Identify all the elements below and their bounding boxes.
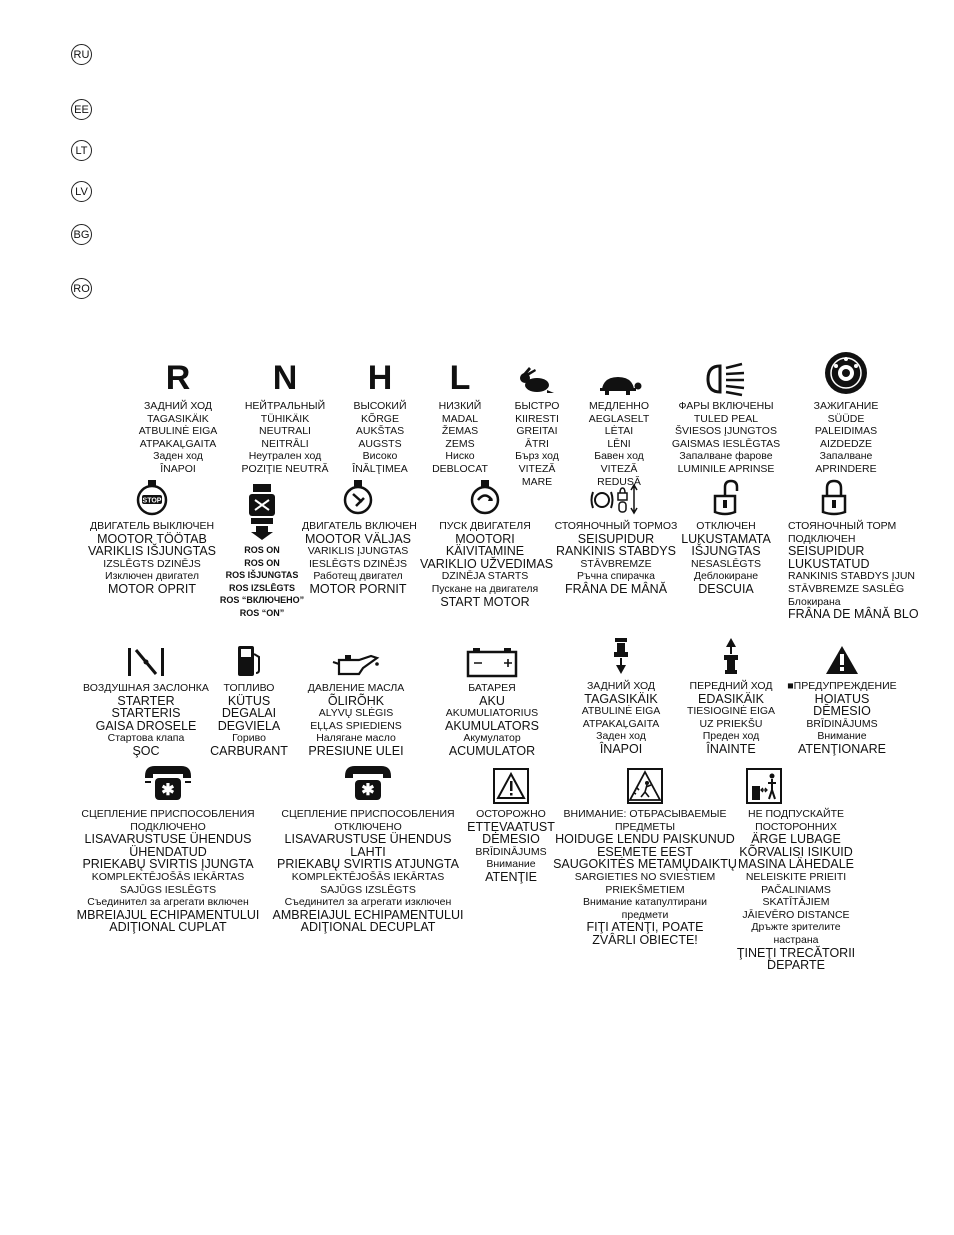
label-line: LISAVARUSTUSE ÜHENDUS xyxy=(84,832,252,847)
unlocked-icon xyxy=(678,478,774,516)
label-line: DEBLOCAT xyxy=(432,462,488,475)
label-line: Налягане масло xyxy=(316,732,396,745)
label-line: ADIŢIONAL DECUPLAT xyxy=(300,920,436,935)
svg-text:STOP: STOP xyxy=(142,497,162,505)
ros-icon xyxy=(212,478,312,540)
label-line: TAGASIKÄIK xyxy=(147,412,209,425)
label-brake-locked xyxy=(772,520,919,622)
label-line: AIZDEDZE xyxy=(820,437,872,450)
label-line: БЫСТРО xyxy=(514,400,560,412)
label-line: СТОЯНОЧНЫЙ ТОРМОЗ xyxy=(554,520,678,532)
label-slow xyxy=(576,400,662,488)
label-choke xyxy=(78,682,214,758)
label-line: BRĪDINĀJUMS xyxy=(475,845,547,858)
label-line: Съединител за агрегати включен xyxy=(87,896,249,909)
label-line: Заден ход xyxy=(596,730,646,743)
label-line: Високо xyxy=(362,450,398,463)
label-line: KÜTUS xyxy=(227,693,271,708)
reverse-tractor-icon xyxy=(566,632,676,676)
label-line: PRESIUNE ULEI xyxy=(308,743,404,758)
label-line: Ръчна спирачка xyxy=(577,570,655,583)
label-line: ZVÂRLI OBIECTE! xyxy=(592,932,698,947)
label-line: LAHTI xyxy=(350,844,386,859)
label-line: VITEZĂ xyxy=(518,462,556,475)
label-line: Неутрален ход xyxy=(248,450,322,463)
label-line: KOMPLEKTĒJOŠĀS IEKĀRTAS xyxy=(291,870,445,883)
symbol-parking-brake xyxy=(548,475,684,596)
label-line: ACUMULATOR xyxy=(448,743,536,758)
label-parking-brake xyxy=(548,520,684,596)
label-line: MBREIAJUL ECHIPAMENTULUI xyxy=(76,907,260,922)
label-line: Внимание катапултирани xyxy=(583,896,707,909)
label-line: AEGLASELT xyxy=(588,412,650,425)
label-line: FRÂNA DE MÂNĂ BLO xyxy=(788,607,919,622)
label-line: FRÂNA DE MÂNĂ xyxy=(564,581,668,596)
symbol-lights xyxy=(664,358,788,476)
label-line: KÄIVITAMINE xyxy=(445,544,525,559)
label-line: ЗАДНИЙ ХОД xyxy=(143,400,213,412)
label-line: Деблокиране xyxy=(693,570,759,583)
label-line: ФАРЫ ВКЛЮЧЕНЫ xyxy=(678,400,774,412)
label-line: ATPAKAĻGAITA xyxy=(582,717,660,730)
label-line: ŢINEŢI TRECĂTORII xyxy=(736,945,856,960)
label-line: MOOTOR VÄLJAS xyxy=(304,531,412,546)
label-line: Работещ двигател xyxy=(313,570,403,583)
oil-can-icon xyxy=(294,640,418,678)
label-engine-on xyxy=(302,520,417,596)
symbol-slow xyxy=(576,358,662,488)
label-reverse xyxy=(128,400,228,476)
svg-text:✱: ✱ xyxy=(161,782,175,799)
label-line: SEISUPIDUR xyxy=(577,531,655,546)
label-line: ATBULINĖ EIGA xyxy=(581,705,661,718)
label-line: LUMINILE APRINSE xyxy=(677,462,775,475)
label-ros-on xyxy=(212,544,312,620)
label-line: Дръжте зрителите xyxy=(751,921,841,934)
symbol-choke xyxy=(78,640,214,758)
label-line: FIŢI ATENŢI, POATE xyxy=(586,920,704,935)
label-line: ■ПРЕДУПРЕЖДЕНИЕ xyxy=(787,680,897,692)
warning-triangle-icon xyxy=(784,632,900,676)
label-line: ОСТОРОЖНО xyxy=(476,808,546,820)
label-line: NELEISKITE PRIEITI xyxy=(745,870,847,883)
label-line: STĀVBREMZE SASLĒG xyxy=(788,582,905,595)
label-line: Запалване фарове xyxy=(679,450,773,463)
label-line: KÕRVALISI ISIKUID xyxy=(739,844,853,859)
label-line: ЗАЖИГАНИЕ xyxy=(813,400,879,412)
label-line: REDUSĂ xyxy=(597,475,641,488)
label-line: TAGASIKÄIK xyxy=(584,691,658,706)
label-line: Запалване xyxy=(819,450,873,463)
symbol-brake-locked xyxy=(772,478,919,622)
label-line: PRIEKŠMETIEM xyxy=(605,883,685,896)
label-line: ВОЗДУШНАЯ ЗАСЛОНКА xyxy=(83,682,209,694)
language-marker-lt: LT xyxy=(71,140,92,161)
label-line: ROS ON xyxy=(244,545,280,555)
label-line: LĒNI xyxy=(607,437,631,450)
label-line: SÜÜDE xyxy=(827,412,865,425)
label-line: TULED PEAL xyxy=(693,412,759,425)
label-line: ATENŢIONARE xyxy=(798,741,886,756)
label-fast xyxy=(500,400,574,488)
label-line: ZEMS xyxy=(445,437,475,450)
label-line: AKU xyxy=(479,693,505,708)
label-line: IESLĒGTS DZINĒJS xyxy=(308,557,408,570)
label-line: ÕLIRÕHK xyxy=(327,693,385,708)
label-line: ВНИМАНИЕ: ОТБРАСЫВАЕМЫЕ xyxy=(563,808,727,820)
label-line: ПОДКЛЮЧЕНО xyxy=(130,820,206,833)
symbol-engine-start xyxy=(420,478,554,609)
symbol-battery xyxy=(432,640,552,758)
label-line: UZ PRIEKŠU xyxy=(699,717,763,730)
label-line: MARE xyxy=(521,475,553,488)
label-line: DEGVIELA xyxy=(217,718,281,733)
label-line: предмети xyxy=(621,908,669,921)
label-line: ŠVIESOS ĮJUNGTOS xyxy=(675,425,777,438)
label-line: НЕЙТРАЛЬНЫЙ xyxy=(244,400,326,412)
label-line: HOIATUS xyxy=(814,691,870,706)
label-line: ПЕРЕДНИЙ ХОД xyxy=(689,680,773,692)
symbol-low xyxy=(422,358,498,476)
neutral-letter: N xyxy=(272,359,298,397)
label-line: ЗАДНИЙ ХОД xyxy=(586,680,656,692)
label-line: ROS ON xyxy=(244,557,280,568)
label-line: Преден ход xyxy=(702,730,760,743)
label-line: Бърз ход xyxy=(515,450,559,463)
caution-sign-icon xyxy=(456,760,566,804)
label-line: SAJŪGS IZSLĒGTS xyxy=(320,883,416,896)
label-line: Пускане на двигателя xyxy=(431,582,539,595)
label-line: Внимание xyxy=(817,730,867,743)
label-line: DĖMESIO xyxy=(482,832,540,847)
language-marker-ee: EE xyxy=(71,99,92,120)
battery-icon xyxy=(432,640,552,678)
clutch-engaged-icon xyxy=(62,760,274,804)
symbol-oil xyxy=(294,640,418,758)
label-line: CARBURANT xyxy=(210,743,288,758)
label-line: EĻĻAS SPIEDIENS xyxy=(310,719,402,732)
label-line: KÕRGE xyxy=(361,412,399,425)
language-marker-lv: LV xyxy=(71,181,92,202)
label-line: Блокирана xyxy=(788,595,841,608)
symbol-high xyxy=(340,358,420,476)
locked-icon xyxy=(772,478,896,516)
svg-text:✱: ✱ xyxy=(361,782,375,799)
thrown-objects-icon xyxy=(552,760,738,804)
label-line: ÜHENDATUD xyxy=(129,844,207,859)
label-line: ОТКЛЮЧЕН xyxy=(696,520,756,532)
label-line: DĒMESIO xyxy=(813,704,871,719)
label-line: TIESIOGINĖ EIGA xyxy=(686,705,776,718)
label-line: ADIŢIONAL CUPLAT xyxy=(109,920,227,935)
label-line: ПРЕДМЕТЫ xyxy=(614,820,676,833)
label-line: MASINA LÄHEDALE xyxy=(737,857,854,872)
label-line: Акумулатор xyxy=(463,732,521,745)
label-line: PALEIDIMAS xyxy=(814,425,878,438)
label-line: DEPARTE xyxy=(767,958,825,973)
label-line: GAISA DROSELE xyxy=(95,718,197,733)
label-line: STARTERIS xyxy=(111,706,181,721)
label-line: ETTEVAATUST xyxy=(467,819,555,834)
label-line: ATPAKAĻGAITA xyxy=(139,437,217,450)
label-line: ROS IZSLĒGTS xyxy=(228,582,295,593)
label-fuel xyxy=(206,682,292,758)
label-line: ÎNĂLŢIMEA xyxy=(352,462,408,475)
label-line: AMBREIAJUL ECHIPAMENTULUI xyxy=(272,907,464,922)
symbol-engine-off xyxy=(82,478,222,596)
label-line: Стартова клапа xyxy=(107,732,185,745)
label-line: ĀTRI xyxy=(525,437,549,450)
label-line: ДВИГАТЕЛЬ ВЫКЛЮЧЕН xyxy=(89,520,215,532)
engine-start-icon xyxy=(420,478,550,516)
label-line: Внимание xyxy=(486,858,536,871)
label-line: SEISUPIDUR xyxy=(788,544,865,559)
label-line: VARIKLIO UŽVEDIMAS xyxy=(420,556,554,571)
label-line: PRIEKABŲ SVIRTIS ĮJUNGTA xyxy=(82,857,254,872)
label-line: ТОПЛИВО xyxy=(223,682,275,694)
label-unlocked xyxy=(678,520,774,596)
symbol-engine-on xyxy=(302,478,417,596)
label-line: СЦЕПЛЕНИЕ ПРИСПОСОБЛЕНИЯ xyxy=(281,808,455,820)
label-warning xyxy=(784,680,900,756)
label-line: BRĪDINĀJUMS xyxy=(806,717,878,730)
label-line: ÄRGE LUBAGE xyxy=(751,832,841,847)
label-line: STARTER xyxy=(117,693,175,708)
label-line: ESEMETE EEST xyxy=(597,844,693,859)
symbol-ros-on xyxy=(212,478,312,620)
label-line: MOOTORI xyxy=(455,531,515,546)
label-line: GREITAI xyxy=(516,425,558,438)
label-line: DEGALAI xyxy=(221,706,277,721)
label-line: EDASIKÄIK xyxy=(698,691,764,706)
symbol-reverse-travel xyxy=(566,632,676,756)
forward-tractor-icon xyxy=(676,632,786,676)
label-line: JĀIEVĒRO DISTANCE xyxy=(742,908,850,921)
label-line: SKATĪTĀJIEM xyxy=(762,896,830,909)
label-line: NEUTRALI xyxy=(259,425,311,438)
parking-brake-icon xyxy=(548,475,684,516)
label-line: VARIKLIS IŠJUNGTAS xyxy=(87,544,217,559)
label-line: НИЗКИЙ xyxy=(438,400,482,412)
symbol-fuel xyxy=(206,640,292,758)
label-line: ROS IŠJUNGTAS xyxy=(225,570,299,581)
label-line: AUKŠTAS xyxy=(355,425,405,438)
symbol-thrown-objects xyxy=(552,760,738,947)
symbol-caution xyxy=(456,760,566,884)
symbol-forward-travel xyxy=(676,632,786,756)
label-line: Съединител за агрегати изключен xyxy=(284,896,452,909)
language-marker-ru: RU xyxy=(71,44,92,65)
label-line: ROS “ВКЛЮЧЕНО” xyxy=(219,595,305,606)
label-ignition xyxy=(790,400,902,476)
symbol-fast xyxy=(500,358,574,488)
label-line: Изключен двигател xyxy=(105,570,199,583)
reverse-letter: R xyxy=(165,359,191,397)
label-line: START MOTOR xyxy=(440,594,530,609)
fuel-icon xyxy=(206,640,292,678)
language-marker-ro: RO xyxy=(71,278,92,299)
label-line: NEITRĀLI xyxy=(261,437,309,450)
symbol-reverse xyxy=(128,358,228,476)
label-line: Бавен ход xyxy=(594,450,644,463)
label-engine-start xyxy=(420,520,554,609)
label-line: TÜHIKÄIK xyxy=(260,412,310,425)
symbol-warning xyxy=(784,632,900,756)
label-line: ПОСТОРОННИХ xyxy=(755,820,837,833)
label-line: MOOTOR TÖÖTAB xyxy=(97,531,207,546)
label-line: НЕ ПОДПУСКАЙТЕ xyxy=(748,808,844,820)
symbol-unlocked xyxy=(678,478,774,596)
clutch-disengaged-icon xyxy=(262,760,474,804)
label-line: APRINDERE xyxy=(815,462,877,475)
label-line: БАТАРЕЯ xyxy=(468,682,516,694)
label-clutch-engaged xyxy=(62,808,274,934)
label-line: ATENŢIE xyxy=(485,869,537,884)
label-line: LUKUSTATUD xyxy=(788,556,870,571)
label-line: СТОЯНОЧНЫЙ ТОРМ xyxy=(788,520,897,532)
rabbit-icon xyxy=(500,358,574,396)
label-line: DESCUIA xyxy=(698,581,754,596)
turtle-icon xyxy=(576,358,662,396)
label-neutral xyxy=(230,400,340,476)
language-marker-bg: BG xyxy=(71,224,92,245)
label-line: ÎNAPOI xyxy=(160,462,196,475)
label-line: AKUMULATORS xyxy=(444,718,539,733)
symbol-clutch-engaged xyxy=(62,760,274,934)
label-line: AUGSTS xyxy=(358,437,402,450)
label-line: PAČALINIAMS xyxy=(761,883,831,896)
label-line: GAISMAS IESLĒGTAS xyxy=(671,437,781,450)
label-line: DZINĒJA STARTS xyxy=(441,570,529,583)
label-line: ОТКЛЮЧЕНО xyxy=(334,820,402,833)
label-caution xyxy=(456,808,566,884)
bystanders-icon xyxy=(734,760,858,804)
label-line: ПУСК ДВИГАТЕЛЯ xyxy=(439,520,531,532)
label-engine-off xyxy=(82,520,222,596)
label-line: POZIŢIE NEUTRĂ xyxy=(241,462,329,475)
label-line: RANKINIS STABDYS ĮJUN xyxy=(788,570,915,583)
label-line: ДВИГАТЕЛЬ ВКЛЮЧЕН xyxy=(302,520,417,532)
label-line: ATBULINĖ EIGA xyxy=(138,425,218,438)
label-line: IZSLĒGTS DZINĒJS xyxy=(103,557,201,570)
label-line: ŽEMAS xyxy=(441,425,479,438)
engine-run-icon xyxy=(302,478,414,516)
label-line: LUKUSTAMATA xyxy=(681,531,771,546)
label-line: ВЫСОКИЙ xyxy=(353,400,407,412)
label-line: AKUMULIATORIUS xyxy=(445,707,539,720)
label-battery xyxy=(432,682,552,758)
symbol-ignition xyxy=(790,350,902,476)
label-line: настрана xyxy=(773,933,819,946)
label-line: MOTOR OPRIT xyxy=(108,581,196,596)
label-thrown-objects xyxy=(552,808,738,947)
label-line: ÎNAPOI xyxy=(599,741,643,756)
symbol-neutral xyxy=(230,358,340,476)
label-line: SARGIETIES NO SVIESTIEM xyxy=(574,870,716,883)
label-line: ДАВЛЕНИЕ МАСЛА xyxy=(307,682,405,694)
engine-stop-icon xyxy=(82,478,222,516)
label-high xyxy=(340,400,420,476)
label-line: HOIDUGE LENDU PAISKUNUD xyxy=(555,832,735,847)
label-line: SAUGOKITĖS METAMŲDAIKTŲ xyxy=(553,857,737,872)
label-line: Гориво xyxy=(232,732,266,745)
label-line: NESASLĒGTS xyxy=(690,557,762,570)
label-bystanders xyxy=(734,808,858,972)
choke-icon xyxy=(78,640,214,678)
symbol-bystanders xyxy=(734,760,858,972)
label-line: MADAL xyxy=(441,412,479,425)
low-letter: L xyxy=(449,359,471,397)
label-oil xyxy=(294,682,418,758)
label-line: Заден ход xyxy=(153,450,203,463)
label-line: VITEZĂ xyxy=(600,462,638,475)
label-line: PRIEKABŲ SVIRTIS ATJUNGTA xyxy=(277,857,459,872)
label-line: ŞOC xyxy=(132,743,160,758)
label-line: RANKINIS STABDYS xyxy=(556,544,676,559)
label-line: STĀVBREMZE xyxy=(580,557,652,570)
symbol-clutch-disengaged xyxy=(262,760,474,934)
label-low xyxy=(422,400,498,476)
label-line: СЦЕПЛЕНИЕ ПРИСПОСОБЛЕНИЯ xyxy=(81,808,255,820)
label-line: LISAVARUSTUSE ÜHENDUS xyxy=(284,832,452,847)
label-line: ALYVŲ SLĖGIS xyxy=(318,707,394,720)
ignition-icon xyxy=(790,350,902,396)
headlight-icon xyxy=(664,358,788,396)
label-line: IŠJUNGTAS xyxy=(691,544,761,559)
label-line: VARIKLIS ĮJUNGTAS xyxy=(307,545,409,558)
label-clutch-disengaged xyxy=(262,808,474,934)
label-line: LĖTAI xyxy=(604,425,634,438)
label-line: МЕДЛЕННО xyxy=(588,400,650,412)
label-forward-travel xyxy=(676,680,786,756)
label-reverse-travel xyxy=(566,680,676,756)
label-lights xyxy=(664,400,788,476)
label-line: ÎNAINTE xyxy=(706,741,756,756)
label-line: ROS “ON” xyxy=(239,607,285,618)
label-line: KIIRESTI xyxy=(515,412,559,425)
label-line: Ниско xyxy=(445,450,475,463)
label-line: KOMPLEKTĒJOŠĀS IEKĀRTAS xyxy=(91,870,245,883)
label-line: ПОДКЛЮЧЕН xyxy=(788,532,856,545)
high-letter: H xyxy=(367,359,393,397)
label-line: SAJŪGS IESLĒGTS xyxy=(119,883,217,896)
label-line: MOTOR PORNIT xyxy=(309,581,407,596)
